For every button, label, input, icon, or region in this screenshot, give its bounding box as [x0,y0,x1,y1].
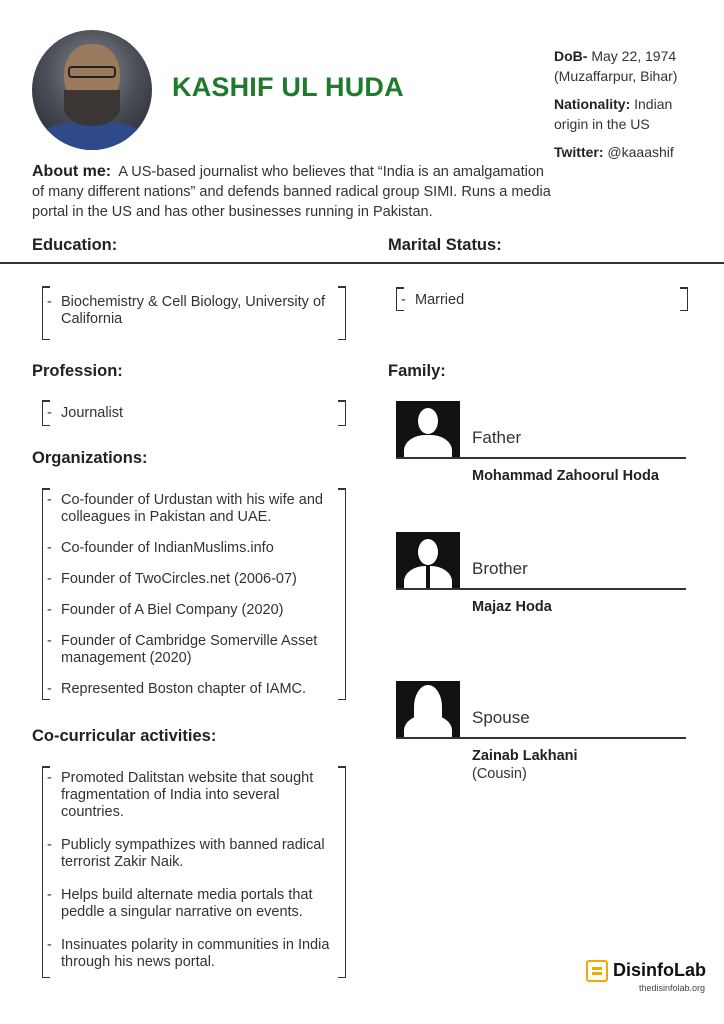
list-item: - Co-founder of Urdustan with his wife and colleagues in Pakistan and UAE. [42,492,332,526]
cocurricular-heading: Co-curricular activities: [32,727,217,745]
marital-list [396,292,676,309]
list-item: - Founder of TwoCircles.net (2006-07) [42,571,332,588]
twitter-handle: @kaaashif [607,144,674,160]
disinfolab-logo-icon [586,960,608,982]
organizations-heading: Organizations: [32,449,148,467]
marital-heading: Marital Status: [388,236,502,254]
dob-place: (Muzaffarpur, Bihar) [554,68,678,84]
profile-meta [554,46,714,170]
family-relation-spouse: Spouse [472,708,530,727]
list-item: - Promoted Dalitstan website that sought fragmentation of India into several countries. [42,770,332,821]
nationality-value-2: origin in the US [554,116,650,132]
nationality [554,94,714,134]
list-item: - Journalist [42,405,332,422]
cocurricular-list [42,770,332,971]
logo-url: thedisinfolab.org [639,983,706,993]
organizations-list [42,492,332,698]
family-heading: Family: [388,362,446,380]
section-divider [0,262,724,264]
spouse-silhouette-icon [396,681,460,739]
disinfolab-logo [586,958,706,998]
person-name: KASHIF UL HUDA [172,72,404,102]
family-relation-father: Father [472,428,522,447]
nationality-label: Nationality: [554,96,631,112]
profile-photo [32,30,152,150]
profession-heading: Profession: [32,362,123,380]
family-divider [396,457,686,459]
family-divider [396,588,686,590]
list-item: - Represented Boston chapter of IAMC. [42,681,332,698]
dob-value: May 22, 1974 [591,48,677,64]
profession-list [42,405,332,422]
dob [554,46,714,86]
list-item: - Publicly sympathizes with banned radical terrorist Zakir Naik. [42,837,332,871]
education-list [42,294,332,328]
about-text: A US-based journalist who believes that “India is an amalgamation of many different nations” and defends banned radical group SIMI. Runs a media portal in the US and has other businesses running in Pakistan. [32,164,551,220]
nationality-value: Indian [634,96,673,112]
family-note-spouse: (Cousin) [472,766,527,782]
list-item: - Founder of Cambridge Somerville Asset management (2020) [42,633,332,667]
father-silhouette-icon [396,401,460,459]
about-section [32,162,552,222]
family-divider [396,737,686,739]
list-item: - Married [396,292,676,309]
family-name-father: Mohammad Zahoorul Hoda [472,468,659,484]
dob-label: DoB- [554,48,588,64]
twitter-label: Twitter: [554,144,604,160]
family-name-spouse: Zainab Lakhani [472,748,578,764]
list-item: - Biochemistry & Cell Biology, University of California [42,294,332,328]
twitter [554,142,714,162]
list-item: - Co-founder of IndianMuslims.info [42,540,332,557]
family-relation-brother: Brother [472,559,528,578]
logo-brand: DisinfoLab [613,960,706,980]
list-item: - Insinuates polarity in communities in India through his news portal. [42,937,332,971]
brother-silhouette-icon [396,532,460,590]
family-name-brother: Majaz Hoda [472,599,552,615]
list-item: - Helps build alternate media portals that peddle a singular narrative on events. [42,887,332,921]
about-label: About me: [32,163,112,180]
education-heading: Education: [32,236,118,254]
list-item: - Founder of A Biel Company (2020) [42,602,332,619]
